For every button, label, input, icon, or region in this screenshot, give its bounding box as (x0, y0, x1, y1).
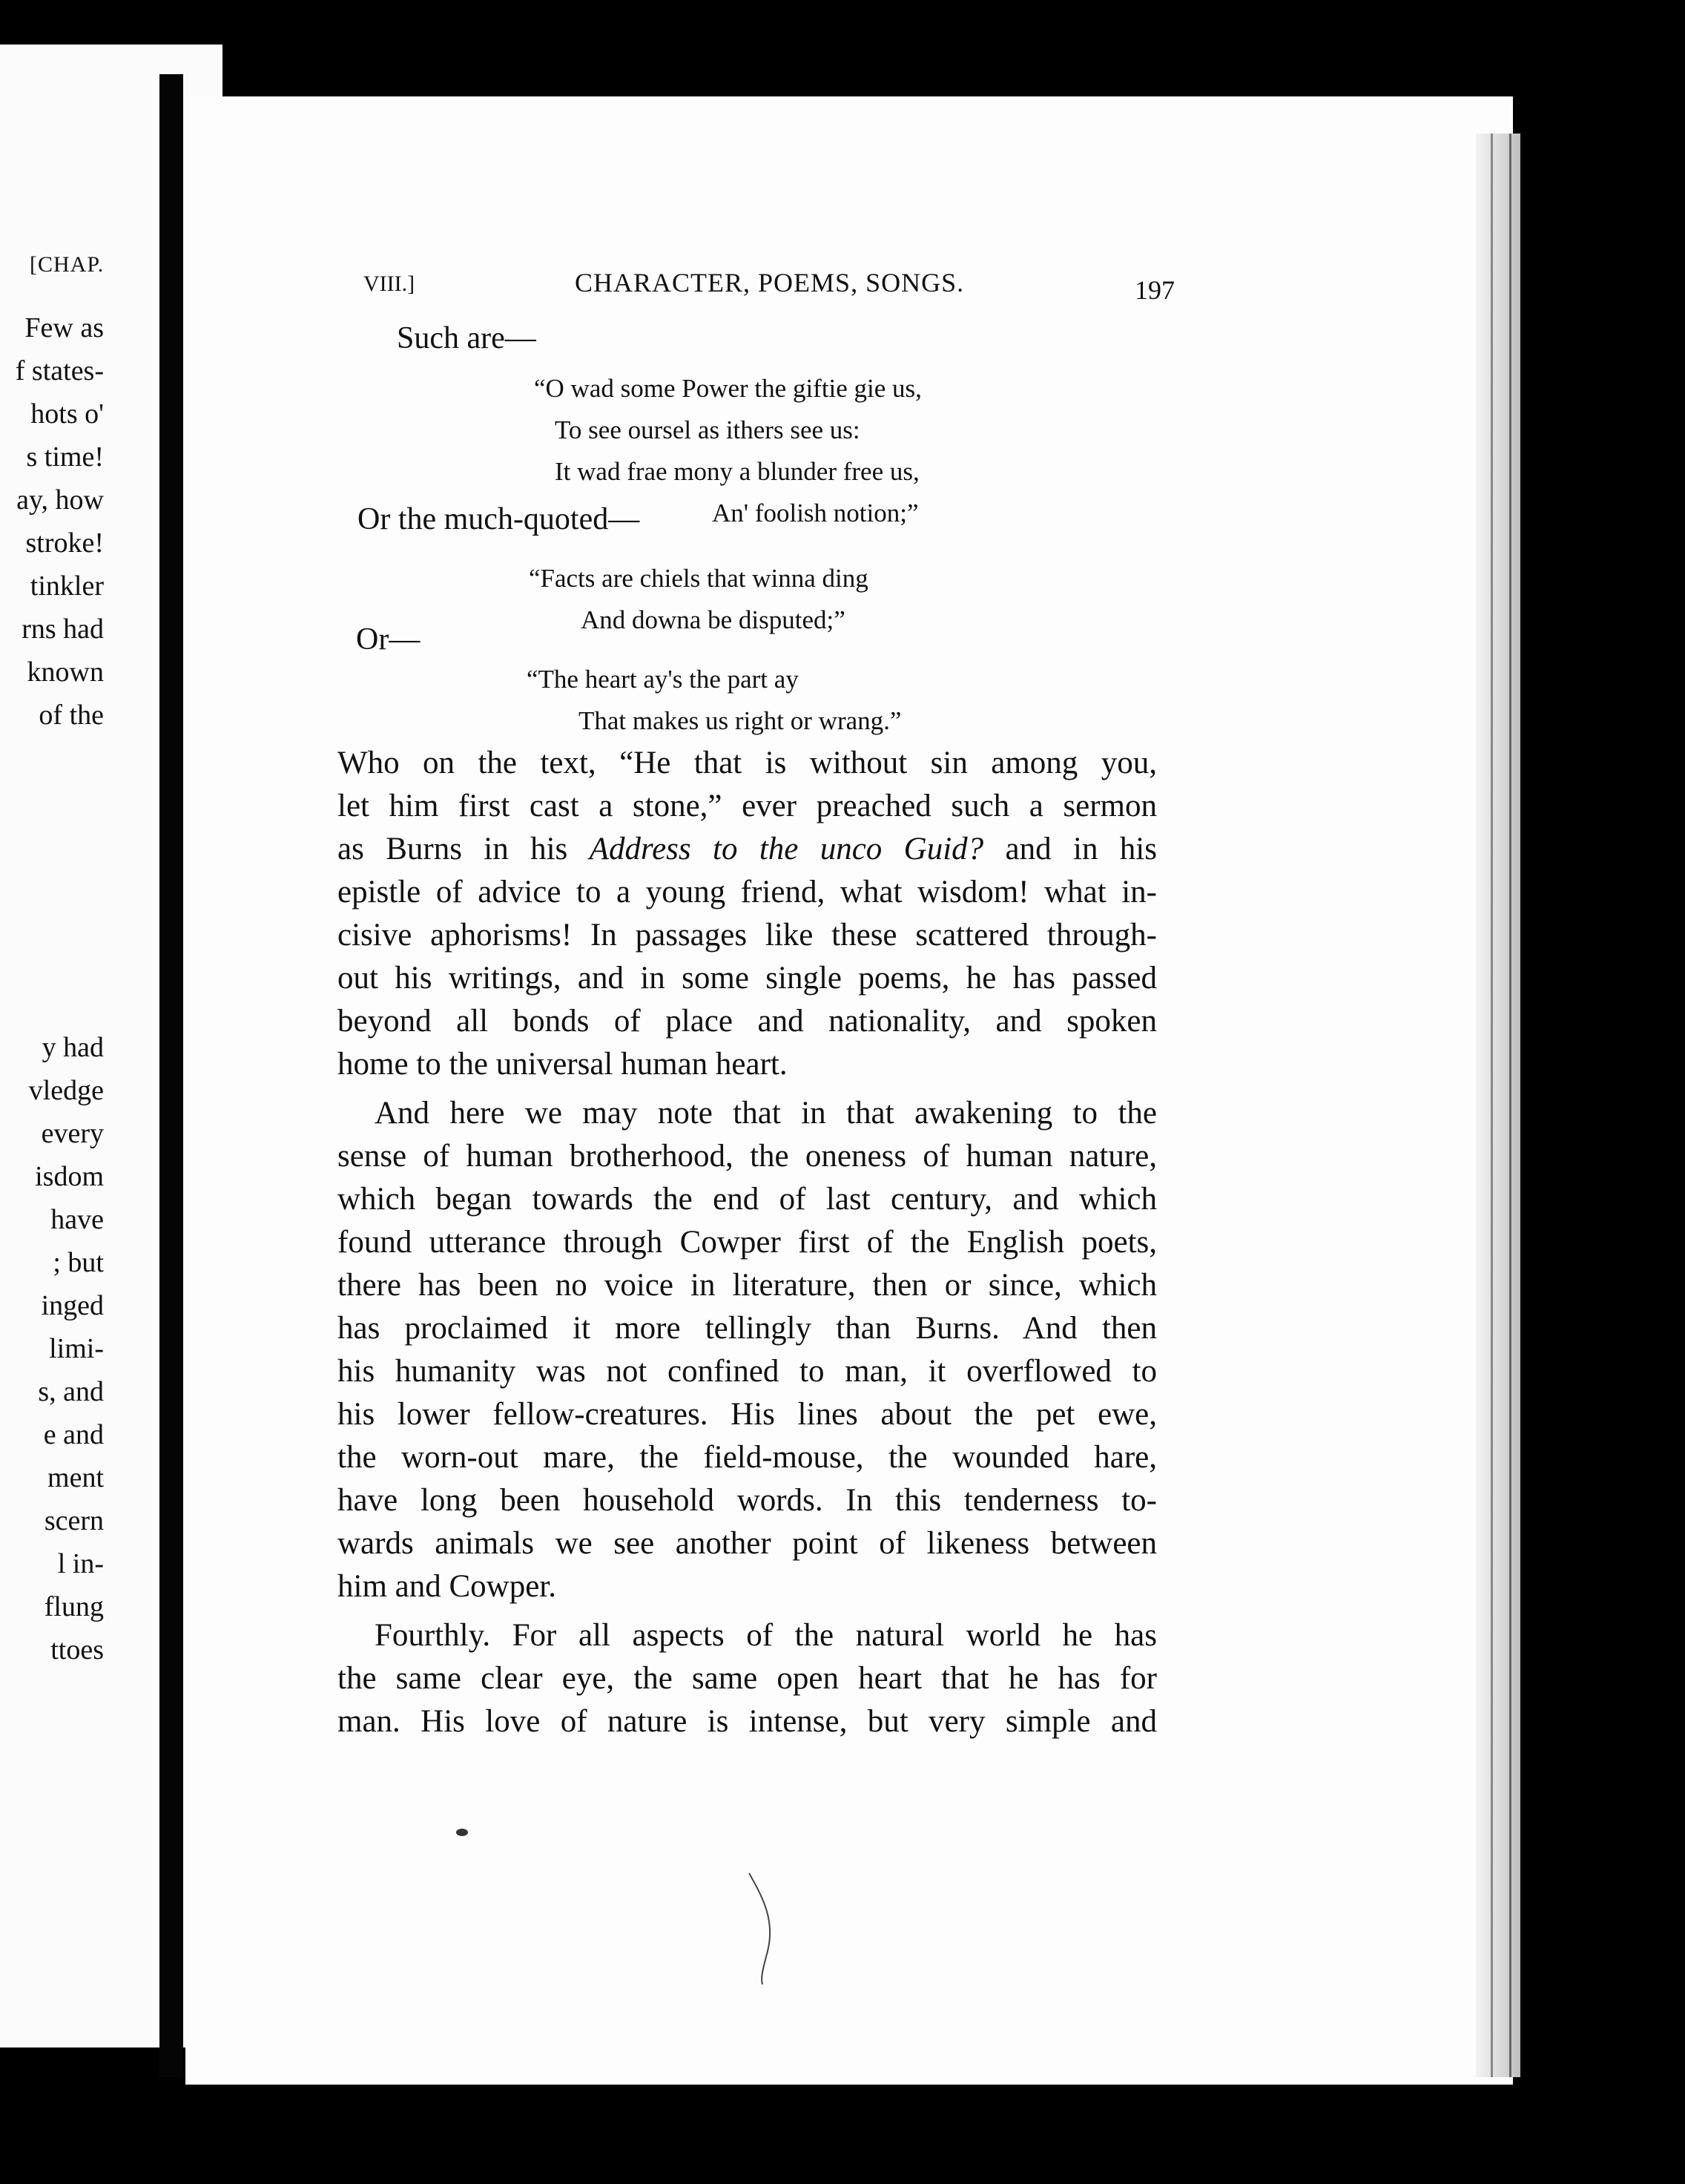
verse-line: That makes us right or wrang.” (578, 706, 902, 735)
left-page-text-fragment: scern (44, 1505, 104, 1536)
left-page-text-fragment: vledge (28, 1075, 104, 1106)
left-page-text-fragment: ttoes (50, 1634, 104, 1665)
verse-line: To see oursel as ithers see us: (555, 415, 860, 444)
text-line: his lower fellow-creatures. His lines about the pet ewe, (337, 1397, 1157, 1432)
verse-line: An' foolish notion;” (712, 499, 919, 527)
left-page-text-fragment: rns had (22, 614, 104, 645)
quote-lead-1: Such are— (397, 321, 536, 355)
paragraph (337, 1092, 1157, 1608)
left-page-text-fragment: every (41, 1118, 104, 1149)
verse-line: “Facts are chiels that winna ding (529, 564, 868, 593)
text-line: which began towards the end of last century, and which (337, 1182, 1157, 1217)
left-page-text-fragment: of the (39, 700, 104, 731)
italic-title: Address to the unco Guid? (589, 832, 984, 866)
chapter-title: CHARACTER, POEMS, SONGS. (575, 268, 965, 297)
verse-line: “The heart ay's the part ay (527, 665, 799, 694)
text-line: has proclaimed it more tellingly than Burns. And then (337, 1311, 1157, 1346)
verse-3 (527, 659, 901, 742)
text-line: have long been household words. In this tenderness to- (337, 1483, 1157, 1518)
left-page-text-fragment: isdom (35, 1161, 104, 1192)
left-page-text-fragment: known (27, 657, 104, 688)
page-number: 197 (1135, 275, 1175, 305)
left-page-text-fragment: s, and (38, 1376, 104, 1407)
left-page-text-fragment: stroke! (25, 527, 104, 559)
text-line: sense of human brotherhood, the oneness of human nature, (337, 1139, 1157, 1174)
left-page-text-fragment: s time! (26, 441, 104, 473)
text-line: beyond all bonds of place and nationality, and spoken (337, 1004, 1157, 1039)
text-line: him and Cowper. (337, 1569, 556, 1604)
text-line: wards animals we see another point of likeness between (337, 1526, 1157, 1561)
left-page-text-fragment: limi- (49, 1333, 104, 1364)
left-page-text-fragment: l in- (57, 1548, 104, 1579)
text-line: his humanity was not confined to man, it overflowed to (337, 1354, 1157, 1389)
left-page-text-fragment: tinkler (30, 570, 104, 602)
text-line: as Burns in his Address to the unco Guid? and in his (337, 832, 1157, 866)
text-line: epistle of advice to a young friend, what wisdom! what in- (337, 875, 1157, 910)
verse-line: It wad frae mony a blunder free us, (555, 457, 920, 486)
text-line: the same clear eye, the same open heart that he has for (337, 1661, 1157, 1696)
left-page-text-fragment: Few as (24, 312, 104, 343)
body-text (337, 742, 1157, 1749)
chapter-number: VIII.] (363, 272, 415, 296)
verse-line: And downa be disputed;” (581, 605, 845, 634)
text-line: home to the universal human heart. (337, 1047, 788, 1082)
verse-2 (529, 558, 868, 641)
text-line: Who on the text, “He that is without sin among you, (337, 746, 1157, 780)
book-gutter (159, 74, 183, 2077)
left-page-text-fragment: e and (43, 1419, 104, 1450)
text-line: out his writings, and in some single poems, he has passed (337, 961, 1157, 996)
text-line: Fourthly. For all aspects of the natural world he has (375, 1618, 1157, 1653)
left-page-text-fragment: ment (47, 1462, 104, 1493)
text-line: found utterance through Cowper first of the English poets, (337, 1225, 1157, 1260)
paragraph (337, 1614, 1157, 1743)
left-page-text-fragment: y had (42, 1032, 104, 1063)
quote-lead-2: Or the much-quoted— (357, 502, 640, 536)
left-page-text-fragment: ay, how (16, 484, 104, 516)
left-page-text-fragment: have (50, 1204, 104, 1235)
quote-lead-3: Or— (356, 622, 421, 657)
left-page-text-fragment: f states- (15, 355, 104, 387)
left-page-text-fragment: ; but (53, 1247, 104, 1278)
page-edge (1476, 134, 1520, 2077)
text-line: there has been no voice in literature, then or since, which (337, 1268, 1157, 1303)
text-line: the worn-out mare, the field-mouse, the wounded hare, (337, 1440, 1157, 1475)
text-line: And here we may note that in that awakening to the (375, 1096, 1157, 1131)
left-page-text-fragment: hots o' (30, 398, 104, 430)
text-line: let him first cast a stone,” ever preached such a sermon (337, 789, 1157, 823)
paragraph (337, 742, 1157, 1086)
left-chapter-mark: [CHAP. (30, 252, 105, 277)
text-line: man. His love of nature is intense, but very simple and (337, 1704, 1157, 1739)
ink-speck (456, 1829, 468, 1836)
left-page-text-fragment: inged (41, 1290, 104, 1321)
left-page-text-fragment: flung (44, 1591, 104, 1622)
pencil-mark (742, 1869, 786, 1988)
text-line: cisive aphorisms! In passages like these scattered through- (337, 918, 1157, 953)
verse-line: “O wad some Power the giftie gie us, (534, 374, 922, 403)
